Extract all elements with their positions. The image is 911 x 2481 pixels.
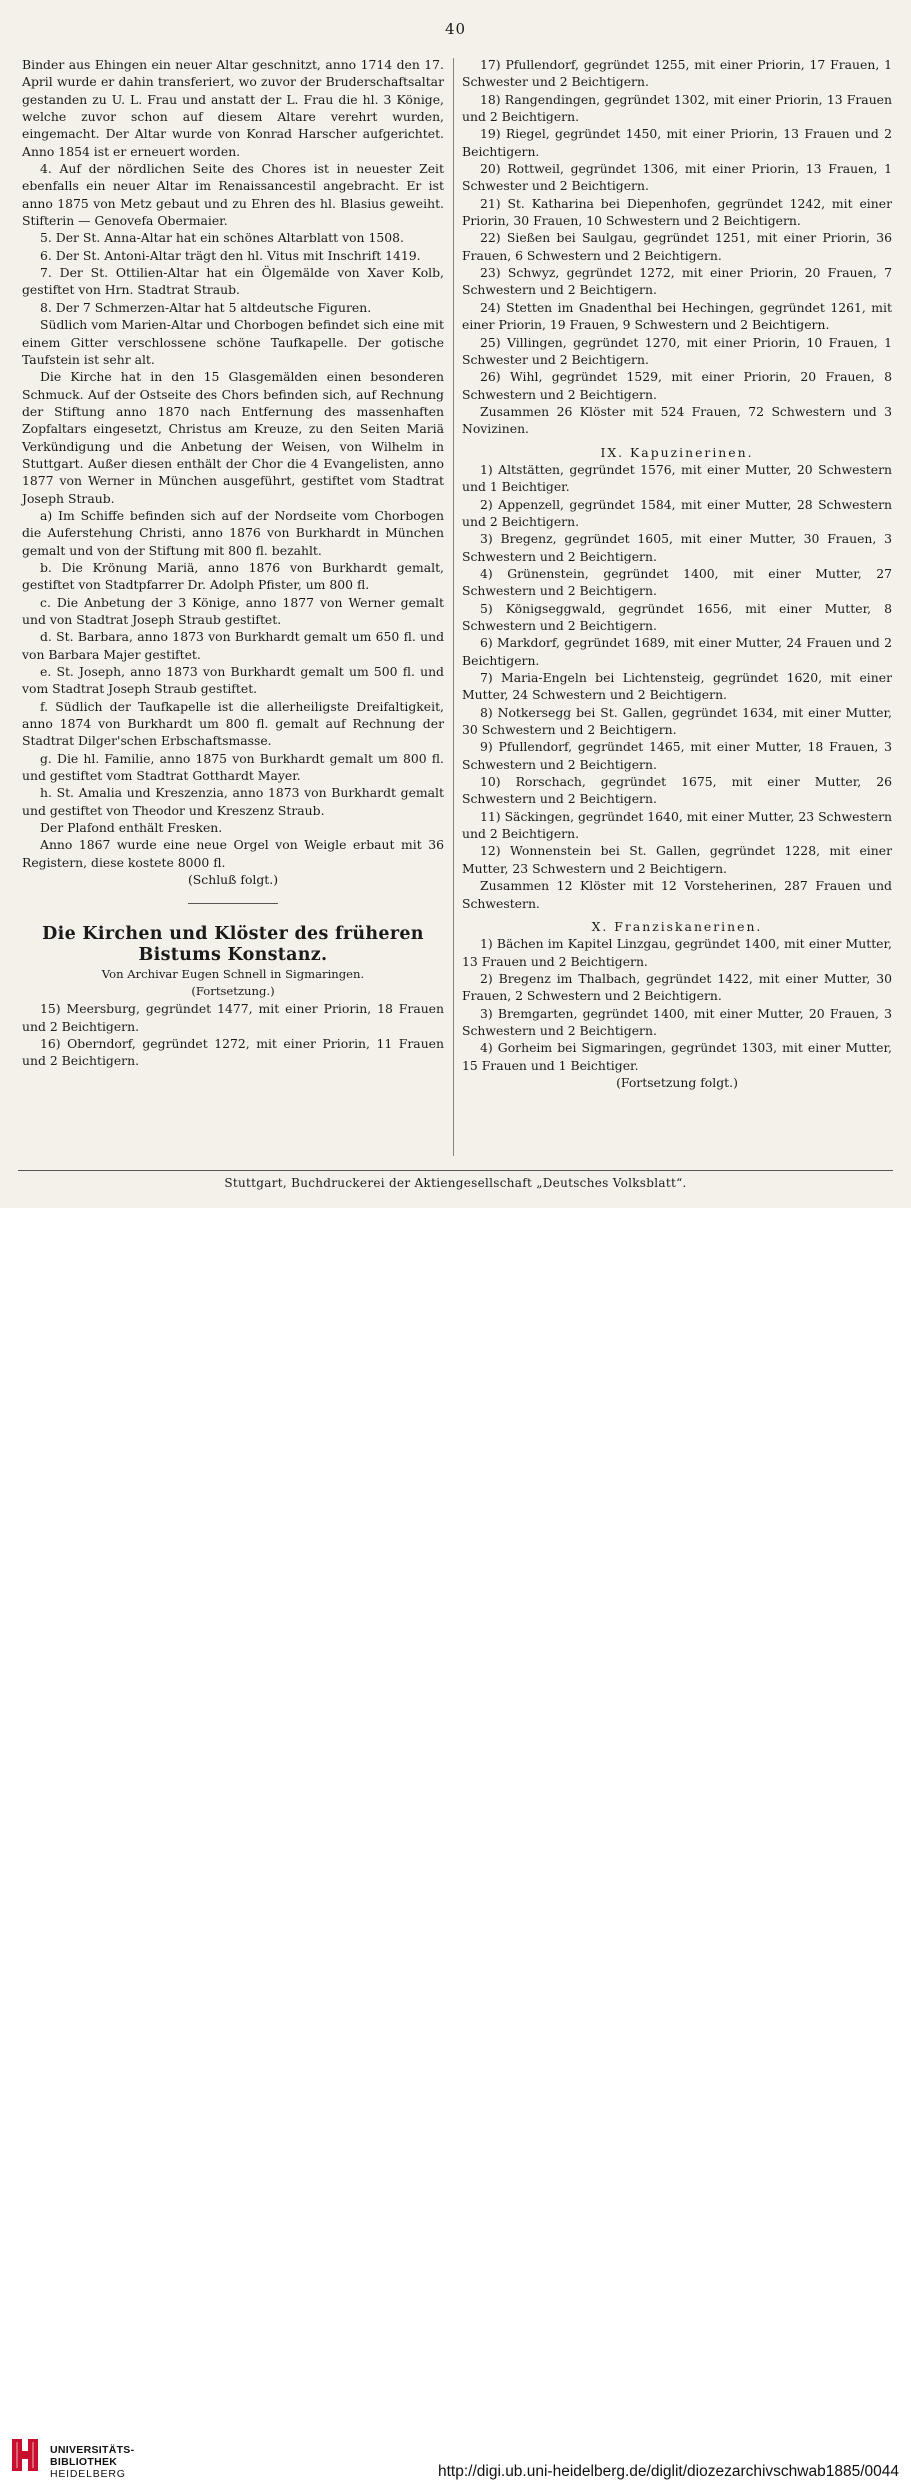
paragraph: Südlich vom Marien-Altar und Chorbogen befindet sich eine mit einem Gitter verschlossene schöne Taufkapelle. Der gotische Taufstein ist sehr alt.	[22, 317, 444, 367]
article-title: Die Kirchen und Klöster des früheren Bistums Konstanz.	[42, 923, 424, 965]
entry: 4) Gorheim bei Sigmaringen, gegründet 1303, mit einer Mutter, 15 Frauen und 1 Beichtiger.	[462, 1040, 892, 1073]
paragraph: 7. Der St. Ottilien-Altar hat ein Ölgemälde von Xaver Kolb, gestiftet von Hrn. Stadtrat Straub.	[22, 265, 444, 298]
entry: 24) Stetten im Gnadenthal bei Hechingen, gegründet 1261, mit einer Priorin, 19 Frauen, 9 Schwestern und 2 Beichtigern.	[462, 299, 892, 333]
left-column	[22, 56, 444, 1070]
entry: 1) Altstätten, gegründet 1576, mit einer Mutter, 20 Schwestern und 1 Beichtiger.	[462, 461, 892, 495]
printer-imprint: Stuttgart, Buchdruckerei der Aktiengesellschaft „Deutsches Volksblatt“.	[224, 1176, 687, 1190]
entry: 16) Oberndorf, gegründet 1272, mit einer Priorin, 11 Frauen und 2 Beichtigern.	[22, 1035, 444, 1069]
entry: 4) Grünenstein, gegründet 1400, mit einer Mutter, 27 Schwestern und 2 Beichtigern.	[462, 565, 892, 599]
source-url-link[interactable]: http://digi.ub.uni-heidelberg.de/diglit/diozezarchivschwab1885/0044	[437, 2463, 899, 2480]
summary: Zusammen 26 Klöster mit 524 Frauen, 72 Schwestern und 3 Novizinen.	[462, 403, 892, 437]
section-divider	[188, 903, 278, 904]
heidelberg-university-library-logo-icon[interactable]	[8, 2437, 42, 2473]
paragraph: 6. Der St. Antoni-Altar trägt den hl. Vitus mit Inschrift 1419.	[40, 247, 421, 263]
paragraph: 5. Der St. Anna-Altar hat ein schönes Altarblatt von 1508.	[40, 230, 404, 246]
paragraph: f. Südlich der Taufkapelle ist die allerheiligste Dreifaltigkeit, anno 1874 von Burkhardt um 800 fl. gemalt auf Rechnung der Stadtrat Dilger'schen Erbschaftsmasse.	[22, 698, 444, 749]
entry: 2) Bregenz im Thalbach, gegründet 1422, mit einer Mutter, 30 Frauen, 2 Schwestern und 2 Beichtigern.	[462, 970, 892, 1004]
paragraph: Der Plafond enthält Fresken.	[40, 820, 223, 836]
paragraph: Anno 1867 wurde eine neue Orgel von Weigle erbaut mit 36 Registern, diese kostete 8000 fl.	[22, 837, 444, 870]
right-column	[462, 56, 892, 1091]
column-divider	[453, 58, 454, 1156]
entry: 18) Rangendingen, gegründet 1302, mit einer Priorin, 13 Frauen und 2 Beichtigern.	[462, 91, 892, 125]
paragraph: 8. Der 7 Schmerzen-Altar hat 5 altdeutsche Figuren.	[40, 299, 372, 315]
paragraph: d. St. Barbara, anno 1873 von Burkhardt gemalt um 650 fl. und von Barbara Majer gestiftet.	[22, 629, 444, 662]
entry: 12) Wonnenstein bei St. Gallen, gegründet 1228, mit einer Mutter, 23 Schwestern und 2 Beichtigern.	[462, 843, 892, 876]
entry: 19) Riegel, gegründet 1450, mit einer Priorin, 13 Frauen und 2 Beichtigern.	[462, 126, 892, 159]
paragraph: e. St. Joseph, anno 1873 von Burkhardt gemalt um 500 fl. und vom Stadtrat Joseph Straub gestiftet.	[22, 664, 444, 697]
byline: Von Archivar Eugen Schnell in Sigmaringen.	[101, 966, 365, 981]
paragraph: a) Im Schiffe befinden sich auf der Nordseite vom Chorbogen die Auferstehung Christi, anno 1876 von Burkhardt in München gemalt und von der Stiftung mit 800 fl. bezahlt.	[22, 507, 444, 558]
section-heading-franciscan: X. Franziskanerinen.	[591, 918, 763, 934]
library-name	[50, 2444, 134, 2480]
entry: 8) Notkersegg bei St. Gallen, gegründet 1634, mit einer Mutter, 30 Schwestern und 2 Beichtigern.	[462, 704, 892, 738]
summary: Zusammen 12 Klöster mit 12 Vorsteherinen, 287 Frauen und Schwestern.	[462, 878, 892, 911]
entry: 25) Villingen, gegründet 1270, mit einer Priorin, 10 Frauen, 1 Schwester und 2 Beichtigern.	[462, 334, 892, 367]
entry: 22) Sießen bei Saulgau, gegründet 1251, mit einer Priorin, 36 Frauen, 6 Schwestern und 2 Beichtigern.	[462, 230, 892, 263]
entry: 26) Wihl, gegründet 1529, mit einer Priorin, 20 Frauen, 8 Schwestern und 2 Beichtigern.	[462, 369, 892, 402]
entry: 7) Maria-Engeln bei Lichtensteig, gegründet 1620, mit einer Mutter, 24 Schwestern und 2 Beichtigern.	[462, 670, 892, 703]
entry: 15) Meersburg, gegründet 1477, mit einer Priorin, 18 Frauen und 2 Beichtigern.	[22, 1001, 444, 1034]
entry: 5) Königseggwald, gegründet 1656, mit einer Mutter, 8 Schwestern und 2 Beichtigern.	[462, 600, 892, 633]
paragraph: Die Kirche hat in den 15 Glasgemälden einen besonderen Schmuck. Auf der Ostseite des Chors befinden sich, auf Rechnung der Stiftung anno 1870 nach Entfernung des massenhaften Zopfaltars eingesetzt, Christus am Kreuze, zu den Seiten Mariä Verkündigung und die Anbetung der Weisen, von Wilhelm in Stuttgart. Außer diesen enthält der Chor die 4 Evangelisten, anno 1877 von Werner in München ausgeführt, gestiftet vom Stadtrat Joseph Straub.	[22, 369, 444, 506]
entry: 3) Bremgarten, gegründet 1400, mit einer Mutter, 20 Frauen, 3 Schwestern und 2 Beichtigern.	[462, 1005, 892, 1038]
paragraph: b. Die Krönung Mariä, anno 1876 von Burkhardt gemalt, gestiftet von Stadtpfarrer Dr. Adolph Pfister, um 800 fl.	[22, 559, 444, 593]
library-name-line: HEIDELBERG	[50, 2468, 126, 2480]
entry: 20) Rottweil, gegründet 1306, mit einer Priorin, 13 Frauen, 1 Schwester und 2 Beichtigern.	[462, 161, 892, 194]
paragraph: 4. Auf der nördlichen Seite des Chores ist in neuester Zeit ebenfalls ein neuer Altar im Renaissancestil angebracht. Er ist anno 1875 von Metz gebaut und zu Ehren des hl. Blasius geweiht. Stifterin — Genovefa Obermaier.	[22, 161, 444, 229]
entry: 9) Pfullendorf, gegründet 1465, mit einer Mutter, 18 Frauen, 3 Schwestern und 2 Beichtigern.	[462, 739, 892, 772]
paragraph: g. Die hl. Familie, anno 1875 von Burkhardt gemalt um 800 fl. und gestiftet vom Stadtrat Gotthardt Mayer.	[22, 750, 444, 784]
conclusion-note: (Schluß folgt.)	[187, 872, 279, 888]
entry: 1) Bächen im Kapitel Linzgau, gegründet 1400, mit einer Mutter, 13 Frauen und 2 Beichtigern.	[462, 936, 892, 969]
paragraph: Binder aus Ehingen ein neuer Altar geschnitzt, anno 1714 den 17. April wurde er dahin transferiert, wo zuvor der Bruderschaftsaltar gestanden zu U. L. Frau und anstatt der L. Frau die hl. 3 Könige, welche zuvor schon auf diesem Altare verehrt wurden, eingemacht. Der Altar wurde von Konrad Harscher aufgerichtet. Anno 1854 ist er erneuert worden.	[22, 57, 444, 159]
entry: 11) Säckingen, gegründet 1640, mit einer Mutter, 23 Schwestern und 2 Beichtigern.	[462, 808, 892, 842]
section-heading-capuchin: IX. Kapuzinerinen.	[600, 444, 754, 460]
entry: 21) St. Katharina bei Diepenhofen, gegründet 1242, mit einer Priorin, 30 Frauen, 10 Schwestern und 2 Beichtigern.	[462, 195, 892, 229]
paragraph: h. St. Amalia und Kreszenzia, anno 1873 von Burkhardt gemalt und gestiftet von Theodor und Kreszenz Straub.	[22, 785, 444, 818]
entry: 2) Appenzell, gegründet 1584, mit einer Mutter, 28 Schwestern und 2 Beichtigern.	[462, 496, 892, 529]
library-name-line: UNIVERSITÄTS-	[50, 2444, 135, 2456]
paragraph: c. Die Anbetung der 3 Könige, anno 1877 von Werner gemalt und von Stadtrat Joseph Straub gestiftet.	[22, 594, 444, 627]
page-number: 40	[444, 20, 467, 38]
entry: 23) Schwyz, gegründet 1272, mit einer Priorin, 20 Frauen, 7 Schwestern und 2 Beichtigern.	[462, 265, 892, 298]
entry: 6) Markdorf, gegründet 1689, mit einer Mutter, 24 Frauen und 2 Beichtigern.	[462, 635, 892, 668]
entry: 3) Bregenz, gegründet 1605, mit einer Mutter, 30 Frauen, 3 Schwestern und 2 Beichtigern.	[462, 531, 892, 564]
entry: 17) Pfullendorf, gegründet 1255, mit einer Priorin, 17 Frauen, 1 Schwester und 2 Beichtigern.	[462, 57, 892, 90]
continuation-label: (Fortsetzung.)	[191, 983, 275, 998]
viewer-footer	[0, 1208, 911, 2480]
entry: 10) Rorschach, gegründet 1675, mit einer Mutter, 26 Schwestern und 2 Beichtigern.	[462, 774, 892, 807]
footer-rule	[18, 1170, 893, 1171]
library-name-line: BIBLIOTHEK	[50, 2456, 118, 2468]
scanned-page	[0, 0, 911, 1208]
continuation-note: (Fortsetzung folgt.)	[616, 1074, 738, 1090]
